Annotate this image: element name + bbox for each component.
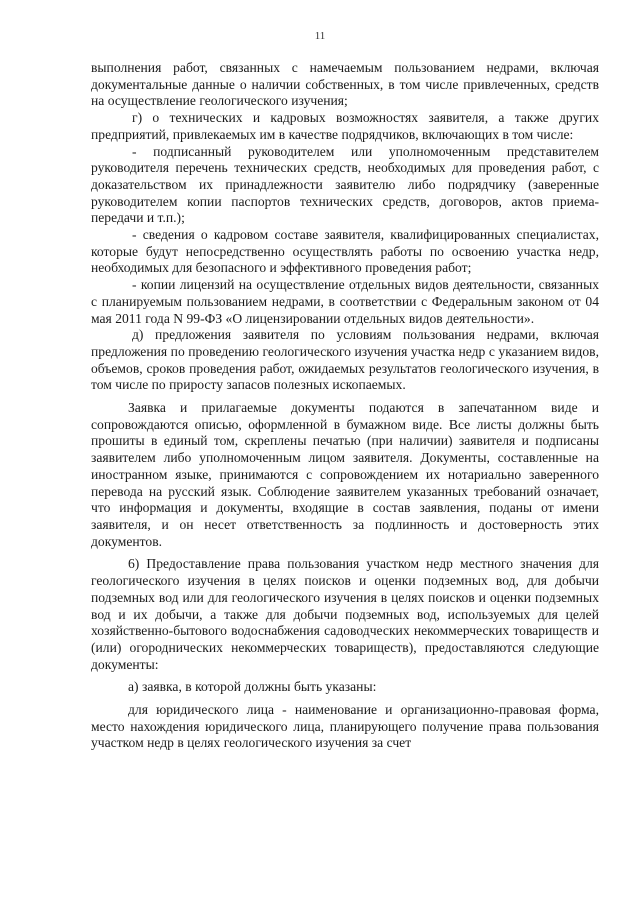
paragraph: - копии лицензий на осуществление отдельных видов деятельности, связанных с планируемым пользованием недрами, в соответствии с Федеральным законом от 04 мая 2011 года N 99-ФЗ «О лицензировании отдельных видов деятельности». bbox=[91, 277, 599, 326]
document-body bbox=[91, 60, 599, 752]
paragraph: для юридического лица - наименование и организационно-правовая форма, место нахождения юридического лица, планирующего получение права пользования участком недр в целях геологического изучения за счет bbox=[91, 702, 599, 751]
paragraph: Заявка и прилагаемые документы подаются в запечатанном виде и сопровождаются описью, оформленной в бумажном виде. Все листы должны быть прошиты в единый том, скреплены печатью (при наличии) заявителя и подписаны заявителем либо уполномоченным лицом заявителя. Документы, составленные на иностранном языке, принимаются с сопровождением их нотариально заверенного перевода на русский язык. Соблюдение заявителем указанных требований означает, что информация и документы, входящие в состав заявления, поданы от имени заявителя, и он несет ответственность за подлинность и достоверность этих документов. bbox=[91, 400, 599, 549]
page-number: 11 bbox=[314, 30, 326, 42]
paragraph: г) о технических и кадровых возможностях заявителя, а также других предприятий, привлекаемых им в качестве подрядчиков, включающих в том числе: bbox=[91, 110, 599, 142]
paragraph: - подписанный руководителем или уполномоченным представителем руководителя перечень технических средств, необходимых для проведения работ, с доказательством их принадлежности заявителю либо подрядчику (заверенные руководителем копии паспортов технических средств, договоров, актов приема-передачи и т.п.); bbox=[91, 143, 599, 226]
paragraph: 6) Предоставление права пользования участком недр местного значения для геологического изучения в целях поисков и оценки подземных вод, для добычи подземных вод или для геологического изучения в целях поисков и оценки подземных вод и их добычи, а также для добычи подземных вод, используемых для целей хозяйственно-бытового водоснабжения садоводческих некоммерческих товариществ и (или) огороднических некоммерческих товариществ), предоставляются следующие документы: bbox=[91, 556, 599, 672]
paragraph: выполнения работ, связанных с намечаемым пользованием недрами, включая документальные данные о наличии собственных, в том числе привлеченных, средств на осуществление геологического изучения; bbox=[91, 60, 599, 109]
paragraph: а) заявка, в которой должны быть указаны: bbox=[128, 679, 377, 695]
paragraph: - сведения о кадровом составе заявителя, квалифицированных специалистах, которые будут непосредственно осуществлять работы по освоению участка недр, необходимых для безопасного и эффективного проведения работ; bbox=[91, 227, 599, 276]
paragraph: д) предложения заявителя по условиям пользования недрами, включая предложения по проведению геологического изучения участка недр с указанием видов, объемов, сроков проведения работ, ожидаемых результатов геологического изучения, в том числе по приросту запасов полезных ископаемых. bbox=[91, 327, 599, 393]
